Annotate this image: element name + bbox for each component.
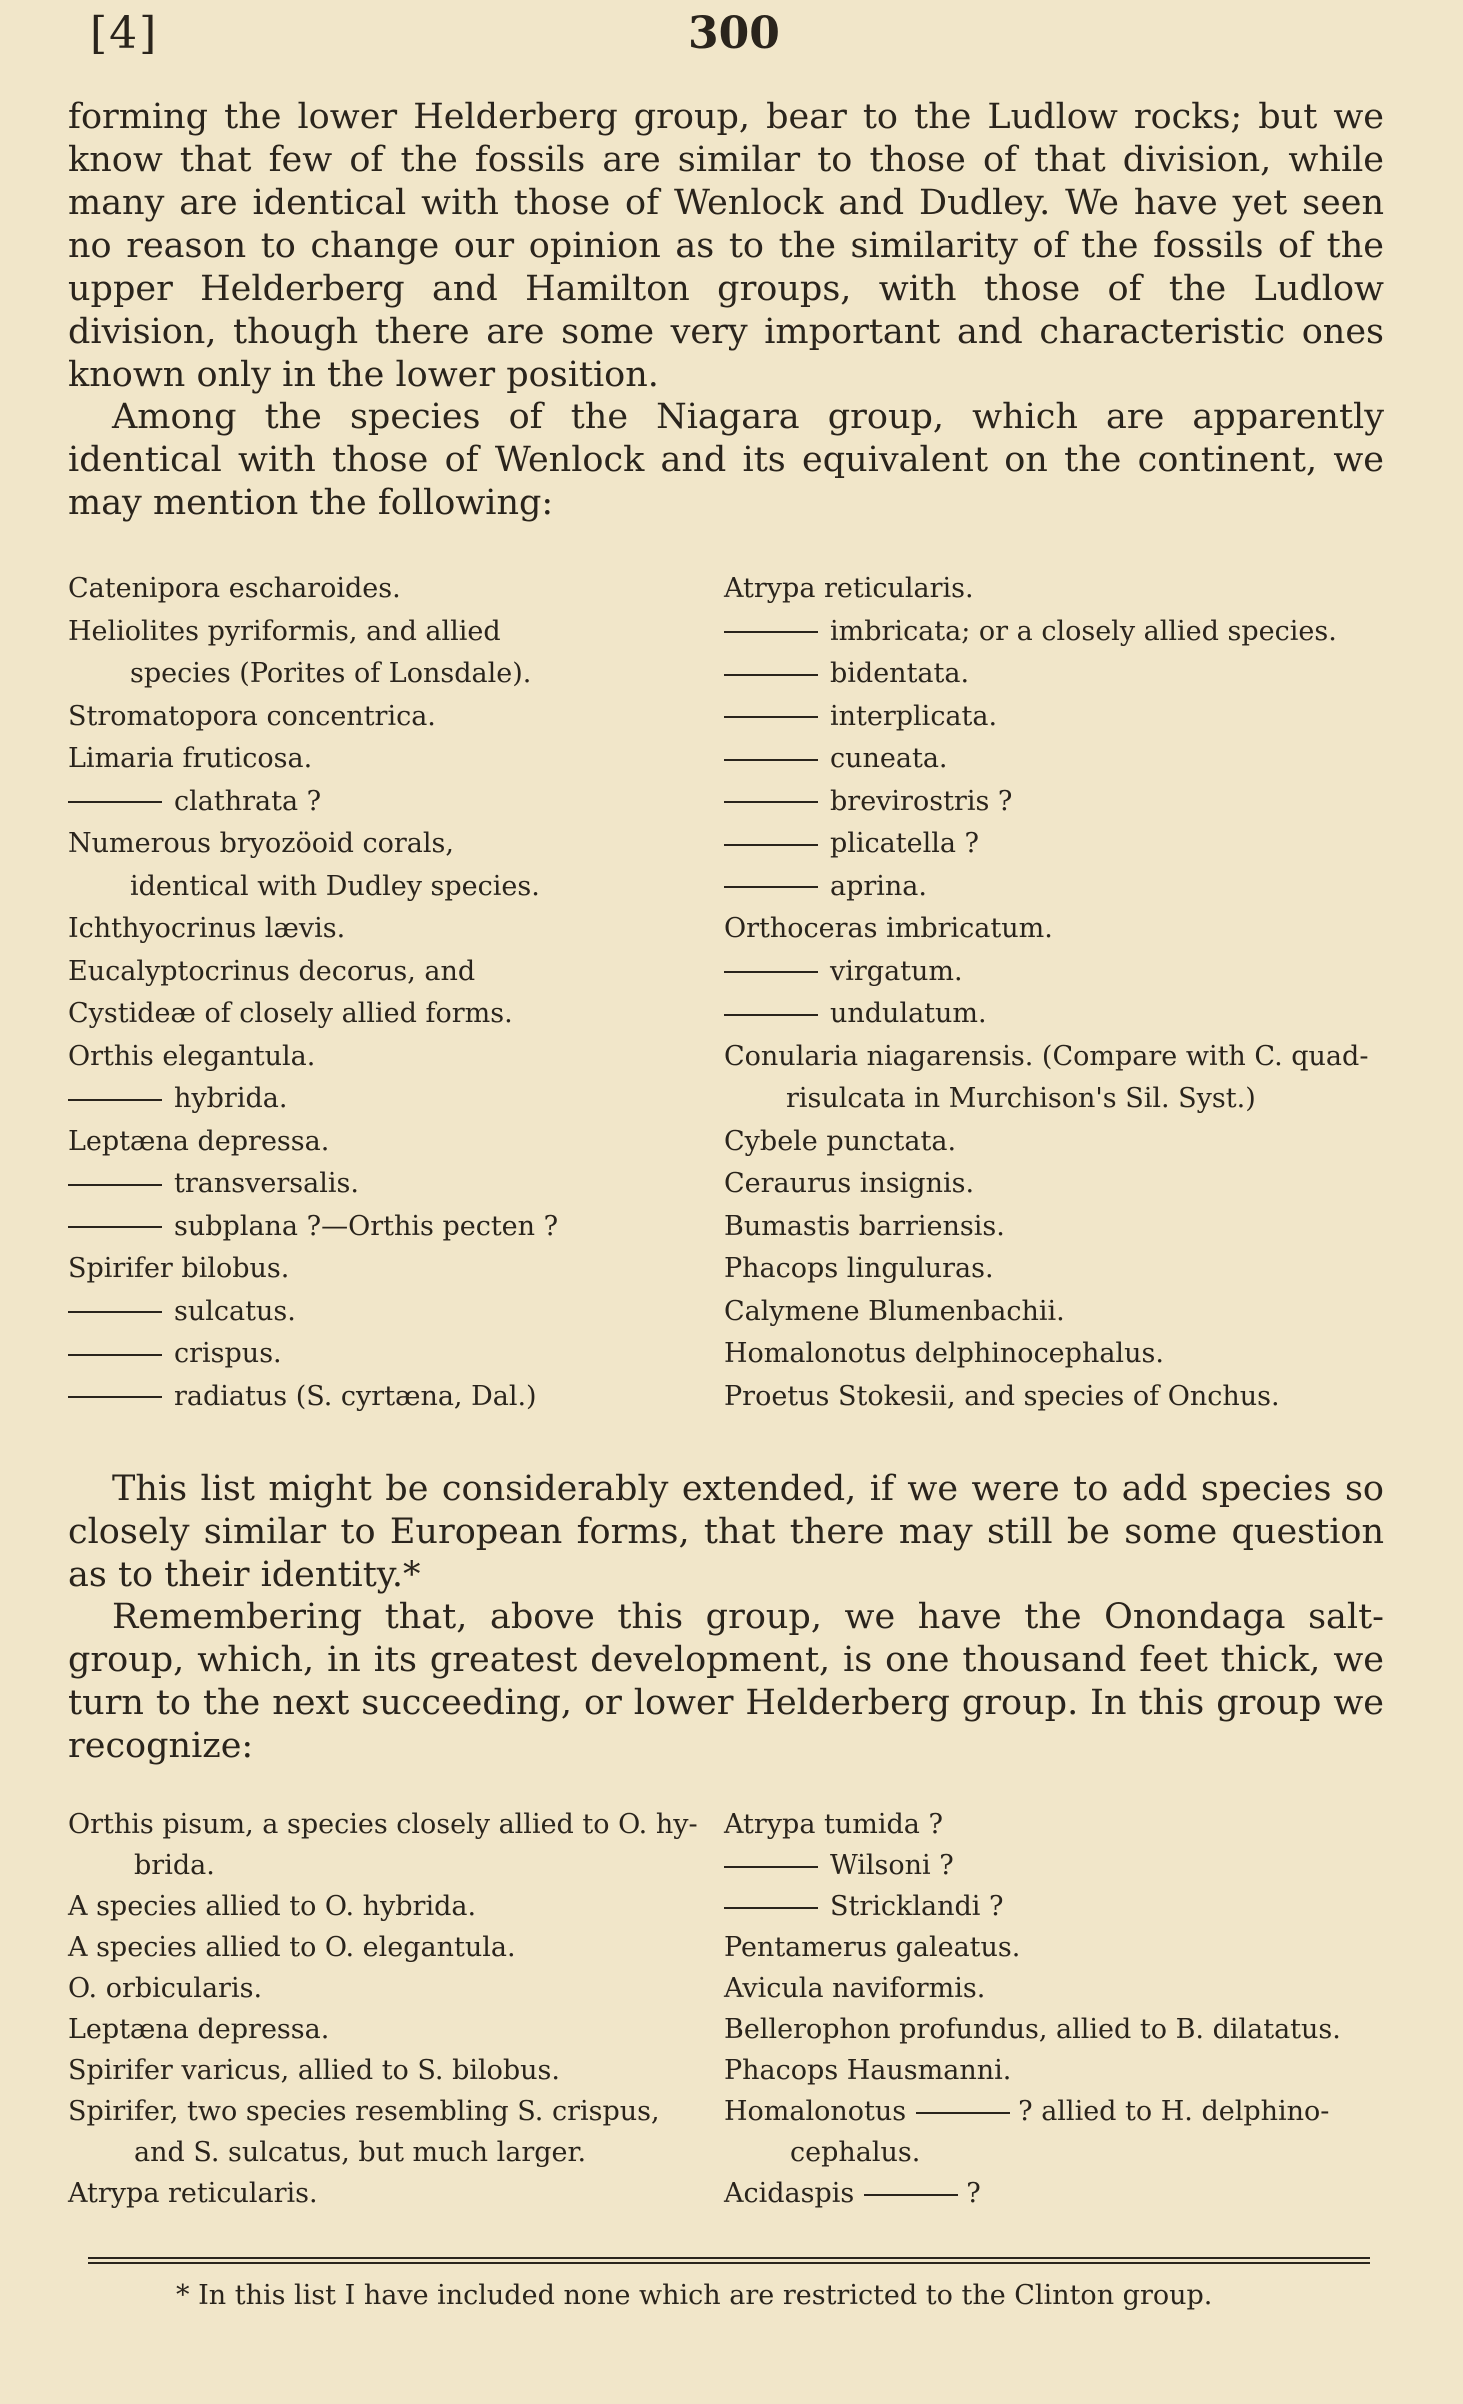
species-name: cephalus. — [790, 2137, 921, 2168]
species-name: Leptæna depressa. — [68, 2014, 330, 2045]
niagara-list-right-column — [724, 568, 1404, 1418]
species-name: brevirostris ? — [830, 785, 1013, 817]
species-entry — [68, 993, 728, 1036]
species-name: Spirifer, two species resembling S. crispus, — [68, 2096, 660, 2127]
ditto-dash — [68, 801, 162, 803]
species-entry — [724, 653, 1404, 696]
species-name: Eucalyptocrinus decorus, and — [68, 955, 476, 987]
species-entry — [68, 2173, 728, 2214]
signature-mark: [4] — [90, 8, 159, 59]
ditto-dash — [68, 1396, 162, 1398]
species-name: bidentata. — [830, 658, 970, 689]
species-name: plicatella ? — [830, 828, 980, 859]
species-entry — [724, 1291, 1404, 1334]
species-entry — [68, 1036, 728, 1079]
species-entry — [724, 1078, 1404, 1121]
species-entry — [68, 866, 728, 909]
species-name: Stricklandi ? — [830, 1891, 1004, 1922]
species-name: Proetus Stokesii, and species of Onchus. — [724, 1380, 1280, 1412]
ditto-dash — [68, 1184, 162, 1186]
species-name: Calymene Blumenbachii. — [724, 1295, 1065, 1327]
ditto-dash — [724, 674, 818, 676]
species-entry — [68, 1333, 728, 1376]
species-name: hybrida. — [174, 1083, 288, 1114]
species-entry — [724, 2009, 1404, 2050]
species-name: cuneata. — [830, 743, 948, 774]
paragraph-list-extension: This list might be considerably extended, if we were to add species so closely similar to European forms, that there may still be some question as to their identity.* — [68, 1469, 1384, 1595]
species-entry — [724, 2091, 1404, 2132]
species-entry — [724, 611, 1404, 654]
footnote-rule-lower — [88, 2262, 1370, 2264]
species-name: Heliolites pyriformis, and allied — [68, 615, 501, 647]
species-entry — [68, 781, 728, 824]
species-name: Leptæna depressa. — [68, 1125, 330, 1157]
species-entry — [68, 1206, 728, 1249]
page-number: 300 — [688, 8, 780, 59]
species-name: undulatum. — [830, 998, 987, 1029]
species-entry — [724, 1968, 1404, 2009]
species-entry — [68, 1845, 728, 1886]
helderberg-list-left-column — [68, 1804, 728, 2214]
species-entry — [68, 738, 728, 781]
footnote: * In this list I have included none which are restricted to the Clinton group. — [176, 2280, 1213, 2311]
ditto-dash — [724, 801, 818, 803]
species-name: Homalonotus — [724, 2096, 907, 2127]
species-entry — [724, 1376, 1404, 1419]
species-name: radiatus (S. cyrtæna, Dal.) — [174, 1380, 537, 1412]
ditto-dash — [68, 1226, 162, 1228]
species-entry — [724, 1845, 1404, 1886]
species-entry — [724, 866, 1404, 909]
ditto-dash — [68, 1099, 162, 1101]
species-name: imbricata; or a closely allied species. — [830, 615, 1337, 647]
species-name: Atrypa reticularis. — [724, 573, 974, 604]
ditto-dash — [724, 716, 818, 718]
species-name: brida. — [134, 1850, 215, 1881]
species-name: Wilsoni ? — [830, 1850, 954, 1881]
species-entry — [724, 738, 1404, 781]
species-name: O. orbicularis. — [68, 1973, 263, 2004]
species-name: Cystideæ of closely allied forms. — [68, 998, 513, 1029]
species-entry — [68, 823, 728, 866]
species-name-suffix: ? — [966, 2178, 981, 2209]
species-entry — [724, 1248, 1404, 1291]
species-entry — [724, 1121, 1404, 1164]
species-entry — [68, 908, 728, 951]
species-entry — [724, 1927, 1404, 1968]
species-entry — [68, 1121, 728, 1164]
species-name: clathrata ? — [174, 785, 322, 817]
species-entry — [724, 823, 1404, 866]
species-entry — [724, 1886, 1404, 1927]
species-entry — [68, 1886, 728, 1927]
species-name: Limaria fruticosa. — [68, 743, 313, 774]
species-entry — [68, 1078, 728, 1121]
species-entry — [68, 1291, 728, 1334]
ditto-dash — [916, 2112, 1010, 2114]
ditto-dash — [724, 1014, 818, 1016]
species-name: Numerous bryozöoid corals, — [68, 828, 454, 859]
species-entry — [724, 696, 1404, 739]
page-header — [68, 8, 1393, 68]
species-name: Catenipora escharoides. — [68, 573, 401, 604]
ditto-dash — [724, 1866, 818, 1868]
species-name: transversalis. — [174, 1168, 359, 1199]
species-name: aprina. — [830, 870, 927, 902]
species-entry — [724, 781, 1404, 824]
species-name: Atrypa reticularis. — [68, 2178, 318, 2209]
species-name: A species allied to O. elegantula. — [68, 1932, 516, 1963]
species-entry — [724, 2173, 1404, 2214]
species-name: subplana ?—Orthis pecten ? — [174, 1210, 559, 1242]
ditto-dash — [68, 1354, 162, 1356]
ditto-dash — [724, 886, 818, 888]
species-name: and S. sulcatus, but much larger. — [134, 2137, 587, 2168]
species-entry — [724, 2050, 1404, 2091]
species-name: Phacops Hausmanni. — [724, 2055, 1012, 2086]
species-name: Atrypa tumida ? — [724, 1809, 943, 1840]
species-name: Spirifer varicus, allied to S. bilobus. — [68, 2055, 560, 2086]
species-entry — [724, 1163, 1404, 1206]
ditto-dash — [724, 971, 818, 973]
species-entry — [724, 908, 1404, 951]
species-name: sulcatus. — [174, 1295, 296, 1327]
species-entry — [724, 2132, 1404, 2173]
species-name: A species allied to O. hybrida. — [68, 1891, 477, 1922]
species-name: Ichthyocrinus lævis. — [68, 913, 346, 944]
species-name: Pentamerus galeatus. — [724, 1932, 1021, 1963]
species-entry — [68, 2091, 728, 2132]
paragraph-niagara-intro: Among the species of the Niagara group, which are apparently identical with those of Wenlock and its equivalent on the continent, we may mention the following: — [68, 397, 1384, 523]
species-entry — [724, 568, 1404, 611]
species-name: virgatum. — [830, 955, 963, 987]
species-entry — [724, 1804, 1404, 1845]
species-name: Avicula naviformis. — [724, 1973, 986, 2004]
species-entry — [724, 1333, 1404, 1376]
species-entry — [724, 993, 1404, 1036]
species-entry — [68, 1804, 728, 1845]
species-entry — [68, 2050, 728, 2091]
species-name: Orthis elegantula. — [68, 1040, 316, 1072]
footnote-rule — [88, 2257, 1370, 2259]
species-name: Ceraurus insignis. — [724, 1168, 975, 1199]
species-entry — [68, 1248, 728, 1291]
species-name: identical with Dudley species. — [130, 870, 540, 902]
species-name-suffix: ? allied to H. delphino- — [1018, 2096, 1330, 2127]
species-entry — [68, 1376, 728, 1419]
species-entry — [724, 1206, 1404, 1249]
species-name: crispus. — [174, 1338, 282, 1369]
species-name: Orthis pisum, a species closely allied to O. hy- — [68, 1809, 698, 1840]
species-name: interplicata. — [830, 700, 998, 732]
species-entry — [68, 1927, 728, 1968]
species-name: Acidaspis — [724, 2178, 855, 2209]
species-name: Spirifer bilobus. — [68, 1253, 290, 1284]
ditto-dash — [864, 2194, 958, 2196]
paragraph-onondaga-salt-group: Remembering that, above this group, we have the Onondaga salt-group, which, in its greatest development, is one thousand feet thick, we turn to the next succeeding, or lower Helderberg group. In this group we recognize: — [68, 1597, 1384, 1766]
species-entry — [68, 2009, 728, 2050]
species-entry — [68, 1968, 728, 2009]
species-entry — [68, 653, 728, 696]
ditto-dash — [724, 1907, 818, 1909]
species-name: Conularia niagarensis. (Compare with C. quad- — [724, 1040, 1369, 1072]
species-name: Cybele punctata. — [724, 1125, 957, 1157]
ditto-dash — [724, 631, 818, 633]
species-entry — [724, 1036, 1404, 1079]
species-name: Stromatopora concentrica. — [68, 700, 436, 732]
species-name: Orthoceras imbricatum. — [724, 913, 1053, 944]
species-entry — [68, 2132, 728, 2173]
species-name: Bellerophon profundus, allied to B. dilatatus. — [724, 2014, 1341, 2045]
species-entry — [724, 951, 1404, 994]
ditto-dash — [724, 759, 818, 761]
species-name: species (Porites of Lonsdale). — [130, 658, 532, 689]
species-entry — [68, 611, 728, 654]
ditto-dash — [724, 844, 818, 846]
paragraph-helderberg-ludlow: forming the lower Helderberg group, bear to the Ludlow rocks; but we know that few of the fossils are similar to those of that division, while many are identical with those of Wenlock and Dudley. We have yet seen no reason to change our opinion as to the similarity of the fossils of the upper Helderberg and Hamilton groups, with those of the Ludlow division, though there are some very important and characteristic ones known only in the lower position. — [68, 97, 1384, 395]
niagara-list-left-column — [68, 568, 728, 1418]
species-name: Bumastis barriensis. — [724, 1210, 1005, 1242]
helderberg-list-right-column — [724, 1804, 1404, 2214]
species-name: Homalonotus delphinocephalus. — [724, 1338, 1164, 1369]
species-name: Phacops linguluras. — [724, 1253, 994, 1284]
species-entry — [68, 1163, 728, 1206]
species-name: risulcata in Murchison's Sil. Syst.) — [786, 1083, 1256, 1114]
species-entry — [68, 696, 728, 739]
species-entry — [68, 951, 728, 994]
species-entry — [68, 568, 728, 611]
ditto-dash — [68, 1311, 162, 1313]
